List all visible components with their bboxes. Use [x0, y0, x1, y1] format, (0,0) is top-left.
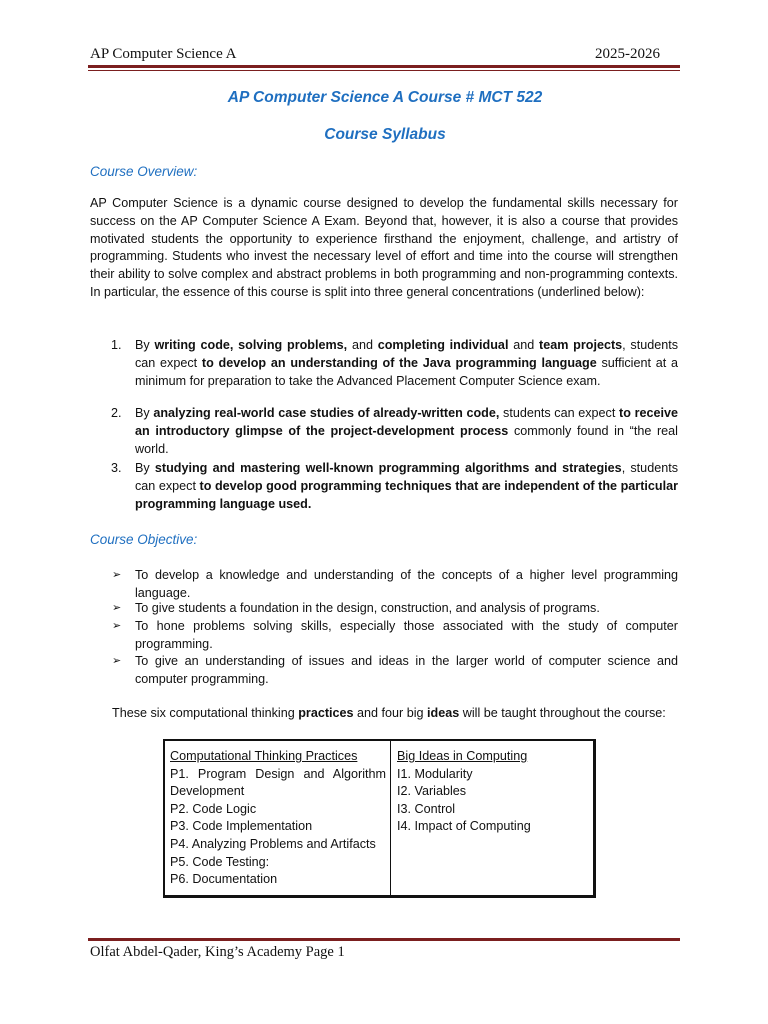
objective-heading: Course Objective:	[90, 532, 198, 547]
practice-item: Development	[170, 784, 245, 799]
practices-header: Computational Thinking Practices	[170, 749, 358, 763]
objective-item: ➢ To give an understanding of issues and ideas in the larger world of computer science and computer programming.	[112, 654, 678, 686]
practices-ideas-table	[163, 739, 596, 898]
page-title: AP Computer Science A Course # MCT 522	[227, 89, 543, 106]
practice-item: P3. Code Implementation	[170, 819, 313, 834]
page-subtitle: Course Syllabus	[324, 126, 446, 143]
overview-heading: Course Overview:	[90, 164, 198, 179]
practice-item: P2. Code Logic	[170, 801, 257, 816]
arrow-bullet-icon: ➢	[112, 602, 122, 614]
concentration-item	[90, 460, 678, 513]
practice-item: P5. Code Testing:	[170, 854, 270, 869]
concentration-item	[90, 405, 678, 458]
arrow-bullet-icon: ➢	[112, 655, 122, 667]
item-number: 3.	[111, 461, 122, 475]
item-text: By analyzing real-world case studies of already-written code, students can expect to receive an introductory glimpse of the project-development process commonly found in “the real world.	[135, 406, 678, 456]
arrow-bullet-icon: ➢	[112, 620, 122, 632]
idea-item: I4. Impact of Computing	[397, 819, 531, 834]
header-course: AP Computer Science A	[90, 46, 237, 62]
objective-item: ➢ To develop a knowledge and understanding of the concepts of a higher level programming language.	[112, 568, 678, 600]
practice-item: P4. Analyzing Problems and Artifacts	[170, 836, 376, 851]
concentration-item	[90, 337, 678, 390]
ideas-column	[397, 748, 587, 836]
header-rule-thin	[88, 70, 680, 71]
ideas-header: Big Ideas in Computing	[397, 749, 528, 763]
item-number: 2.	[111, 406, 122, 420]
header-rule	[88, 65, 680, 68]
header-year: 2025-2026	[595, 46, 660, 62]
idea-item: I1. Modularity	[397, 766, 473, 781]
item-text: By writing code, solving problems, and completing individual and team projects, students can expect to develop an understanding of the Java programming language sufficient at a minimum for preparation to take the Advanced Placement Computer Science exam.	[135, 338, 679, 388]
objective-item: ➢ To give students a foundation in the design, construction, and analysis of programs.	[90, 600, 678, 618]
item-text: By studying and mastering well-known programming algorithms and strategies, students can expect to develop good programming techniques that are independent of the particular programming language used.	[135, 461, 678, 511]
idea-item: I3. Control	[397, 801, 456, 816]
table-intro: These six computational thinking practices and four big ideas will be taught throughout the course:	[112, 706, 666, 720]
table-divider	[390, 741, 391, 895]
idea-item: I2. Variables	[397, 784, 467, 799]
item-number: 1.	[111, 338, 122, 352]
footer-rule	[88, 938, 680, 941]
practices-column	[170, 748, 386, 889]
arrow-bullet-icon: ➢	[112, 569, 122, 581]
practice-item: P1. Program Design and Algorithm	[170, 766, 386, 781]
practice-item: P6. Documentation	[170, 872, 278, 887]
footer-text: Olfat Abdel-Qader, King’s Academy Page 1	[90, 944, 345, 960]
objective-item: ➢ To hone problems solving skills, especially those associated with the study of computer programming.	[112, 619, 678, 651]
overview-paragraph: AP Computer Science is a dynamic course designed to develop the fundamental skills necessary for success on the AP Computer Science A Exam. Beyond that, however, it is also a course that provides motivated students the opportunity to experience firsthand the enjoyment, challenge, and artistry of programming. Students who invest the necessary level of effort and time into the course will strengthen their ability to solve complex and abstract problems in both programming and non-programming contexts. In particular, the essence of this course is split into three general concentrations (underlined below):	[90, 196, 678, 299]
